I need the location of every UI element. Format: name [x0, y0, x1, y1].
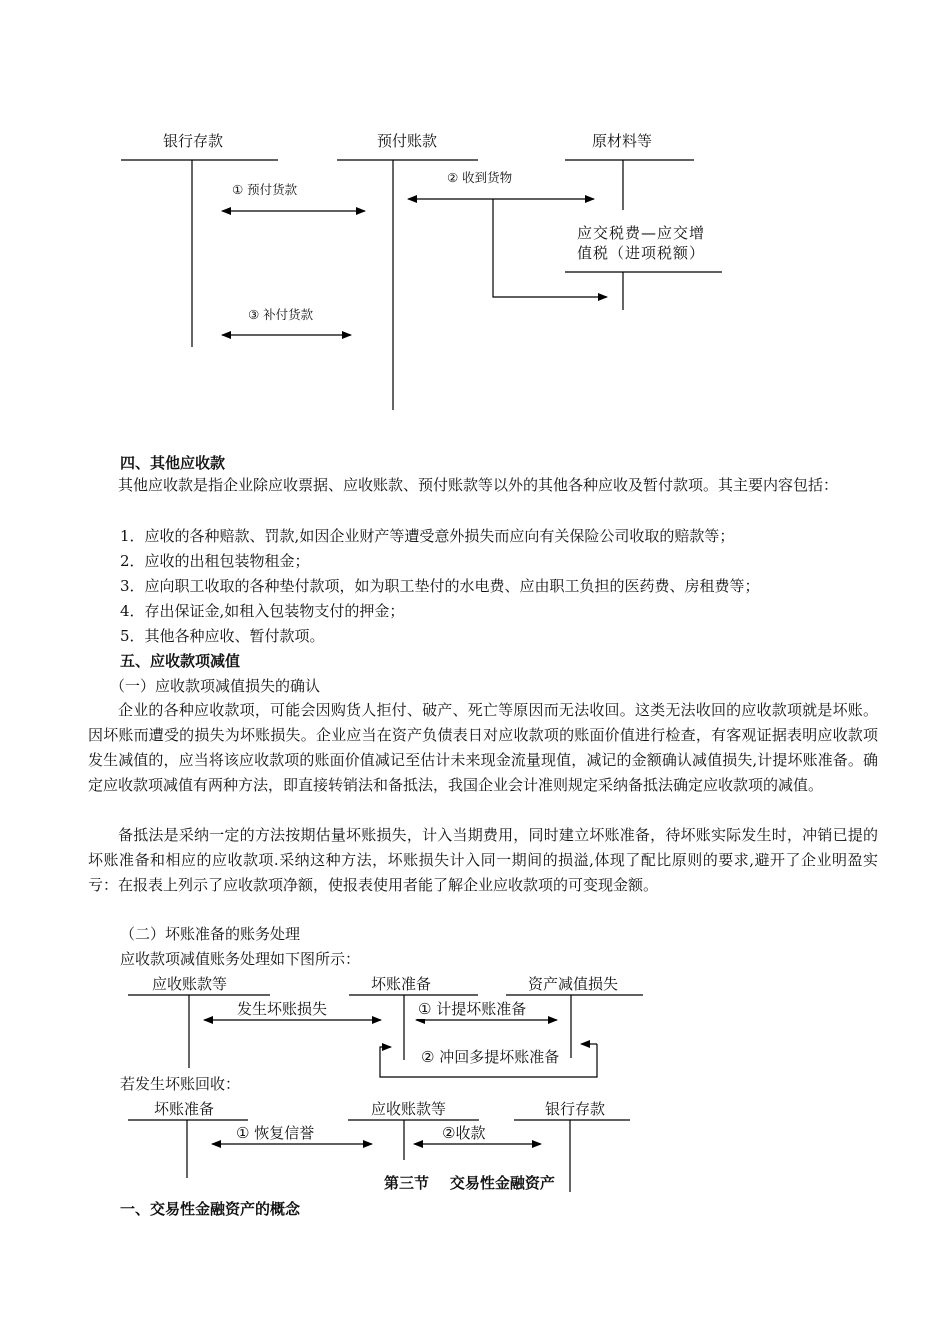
- paragraph-allowance-method: 备抵法是采纳一定的方法按期估量坏账损失，计入当期费用，同时建立坏账准备，待坏账实际发生时，冲销已提的坏账准备和相应的应收款项.采纳这种方法，坏账损失计入同一期间的损溢,体现了配比原则的要求,避开了企业明盈实亏：在报表上列示了应收款项净额，使报表使用者能了解企业应收款项的可变现金额。: [88, 826, 878, 894]
- account-vat-line1: 应交税费—应交增: [577, 224, 706, 242]
- step-collect-label: ②收款: [442, 1124, 486, 1142]
- section-5-heading: 五、应收款项减值: [120, 652, 241, 670]
- subsection-accounting: （二）坏账准备的账务处理: [120, 925, 301, 943]
- subsection-impairment-recognition: （一）应收款项减值损失的确认: [110, 677, 321, 695]
- subsection-trading-assets-concept: 一、交易性金融资产的概念: [120, 1200, 301, 1218]
- account-vat-line2: 值税（进项税额）: [577, 244, 706, 262]
- account-impairment-loss: 资产减值损失: [528, 975, 619, 993]
- account-receivable: 应收账款等: [152, 975, 228, 993]
- account-receivable-2: 应收账款等: [371, 1100, 447, 1118]
- account-bad-debt-allowance: 坏账准备: [371, 975, 432, 993]
- account-raw-materials: 原材料等: [592, 132, 653, 150]
- step-receive-goods-label: ② 收到货物: [447, 170, 513, 185]
- account-prepaid: 预付账款: [377, 132, 438, 150]
- step-prepay-label: ① 预付货款: [232, 182, 298, 197]
- paragraph-bad-debt: 企业的各种应收款项，可能会因购货人拒付、破产、死亡等原因而无法收回。这类无法收回的应收款项就是坏账。因坏账而遭受的损失为坏账损失。企业应当在资产负债表日对应收款项的账面价值进行检查，有客观证据表明应收款项发生减值的，应当将该应收款项的账面价值减记至估计未来现金流量现值，减记的金额确认减值损失,计提坏账准备。确定应收款项减值有两种方法，即直接转销法和备抵法，我国企业会计准则规定采纳备抵法确定应收款项的减值。: [88, 701, 878, 794]
- list-item: 5．其他各种应收、暂付款项。: [120, 627, 325, 645]
- section-4-heading: 四、其他应收款: [120, 454, 226, 472]
- step-restore-credit-label: ① 恢复信誉: [236, 1124, 315, 1142]
- list-item: 4．存出保证金,如租入包装物支付的押金；: [120, 602, 405, 620]
- step-supplement-pay-label: ③ 补付货款: [248, 307, 314, 322]
- list-item: 3．应向职工收取的各种垫付款项，如为职工垫付的水电费、应由职工负担的医药费、房租费等；: [120, 577, 760, 595]
- recovery-label: 若发生坏账回收：: [120, 1075, 241, 1093]
- step-provision-label: ① 计提坏账准备: [418, 1000, 527, 1018]
- list-item: 2．应收的出租包装物租金；: [120, 552, 310, 570]
- list-item: 1．应收的各种赔款、罚款,如因企业财产等遭受意外损失而应向有关保险公司收取的赔款等；: [120, 527, 735, 545]
- step-reversal-label: ② 冲回多提坏账准备: [421, 1048, 560, 1066]
- section-title: 第三节 交易性金融资产: [384, 1174, 555, 1192]
- step-bad-debt-loss-label: 发生坏账损失: [237, 1000, 328, 1018]
- diagram-intro: 应收款项减值账务处理如下图所示：: [120, 950, 361, 968]
- account-bank-deposit: 银行存款: [163, 132, 224, 150]
- section-4-intro: 其他应收款是指企业除应收票据、应收账款、预付账款等以外的其他各种应收及暂付款项。其主要内容包括：: [118, 476, 839, 494]
- account-bad-debt-allowance-2: 坏账准备: [154, 1100, 215, 1118]
- account-bank-deposit-2: 银行存款: [545, 1100, 606, 1118]
